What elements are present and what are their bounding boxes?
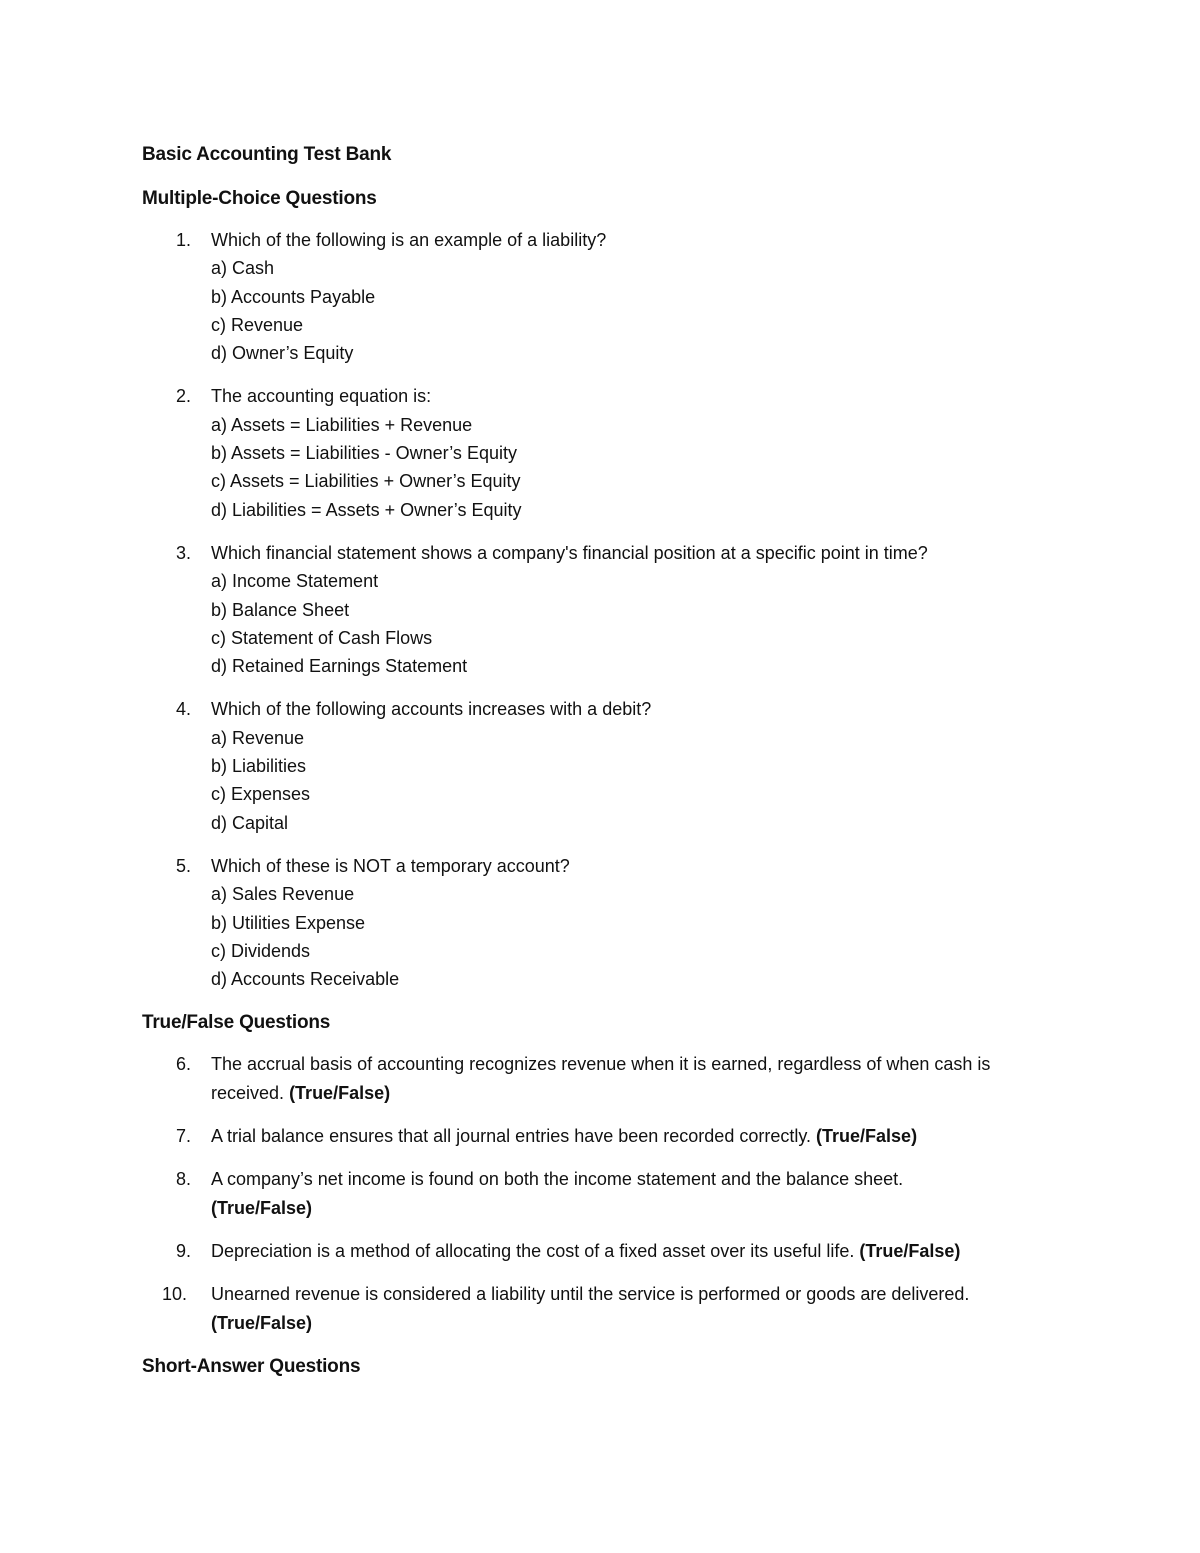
option-b: b) Accounts Payable [211,286,376,307]
question-1 [142,226,1072,367]
question-text: Depreciation is a method of allocating the cost of a fixed asset over its useful life. [211,1240,855,1261]
option-b: b) Liabilities [211,756,307,777]
option-d: d) Retained Earnings Statement [211,656,468,677]
option-c: c) Expenses [211,784,311,805]
true-false-label: (True/False) [859,1240,961,1261]
option-a: a) Assets = Liabilities + Revenue [211,414,473,435]
option-c: c) Statement of Cash Flows [211,627,433,648]
option-d: d) Liabilities = Assets + Owner’s Equity [211,499,522,520]
true-false-label: (True/False) [816,1126,918,1147]
option-d: d) Accounts Receivable [211,969,400,990]
true-false-label: (True/False) [211,1197,313,1218]
question-number: 9. [176,1240,192,1261]
option-c: c) Assets = Liabilities + Owner’s Equity [211,471,521,492]
question-text: A company’s net income is found on both the income statement and the balance sheet. [211,1169,904,1190]
option-a: a) Cash [211,258,275,279]
question-4 [142,695,1072,836]
question-number: 8. [176,1169,192,1190]
question-number: 5. [176,855,192,876]
question-text: Which of the following is an example of a liability? [211,230,607,250]
option-c: c) Dividends [211,940,311,961]
option-a: a) Revenue [211,727,305,748]
question-text-continued: received. [211,1082,285,1103]
question-number: 4. [176,699,192,720]
question-9 [142,1237,1072,1265]
option-b: b) Utilities Expense [211,912,366,933]
question-number: 7. [176,1126,192,1147]
option-a: a) Sales Revenue [211,884,355,905]
question-number: 10. [162,1284,188,1305]
question-7 [142,1122,1072,1150]
document-title: Basic Accounting Test Bank [142,144,392,165]
true-false-label: (True/False) [211,1312,313,1333]
option-b: b) Assets = Liabilities - Owner’s Equity [211,443,517,464]
question-text: Which of the following accounts increases with a debit? [211,699,652,720]
question-text: Unearned revenue is considered a liability until the service is performed or goods are delivered. [211,1284,970,1305]
document-page [142,140,1072,1394]
question-3 [142,539,1072,680]
true-false-label: (True/False) [289,1082,391,1103]
option-b: b) Balance Sheet [211,599,350,620]
question-text: The accrual basis of accounting recognizes revenue when it is earned, regardless of when cash is [211,1054,991,1075]
question-number: 1. [176,230,192,250]
question-number: 2. [176,386,192,407]
question-2 [142,382,1072,523]
question-text: Which of these is NOT a temporary account? [211,855,570,876]
question-number: 3. [176,542,192,563]
true-false-heading: True/False Questions [142,1012,331,1034]
question-10 [142,1280,1072,1337]
question-text: The accounting equation is: [211,386,432,407]
question-6 [142,1050,1072,1107]
question-number: 6. [176,1054,192,1075]
option-c: c) Revenue [211,314,304,335]
multiple-choice-heading: Multiple-Choice Questions [142,188,377,209]
option-d: d) Capital [211,812,289,833]
question-5 [142,852,1072,993]
question-8 [142,1165,1072,1222]
short-answer-heading: Short-Answer Questions [142,1355,361,1377]
question-text: A trial balance ensures that all journal entries have been recorded correctly. [211,1126,812,1147]
question-text: Which financial statement shows a company's financial position at a specific point in time? [211,542,928,563]
option-a: a) Income Statement [211,571,379,592]
option-d: d) Owner’s Equity [211,343,354,364]
